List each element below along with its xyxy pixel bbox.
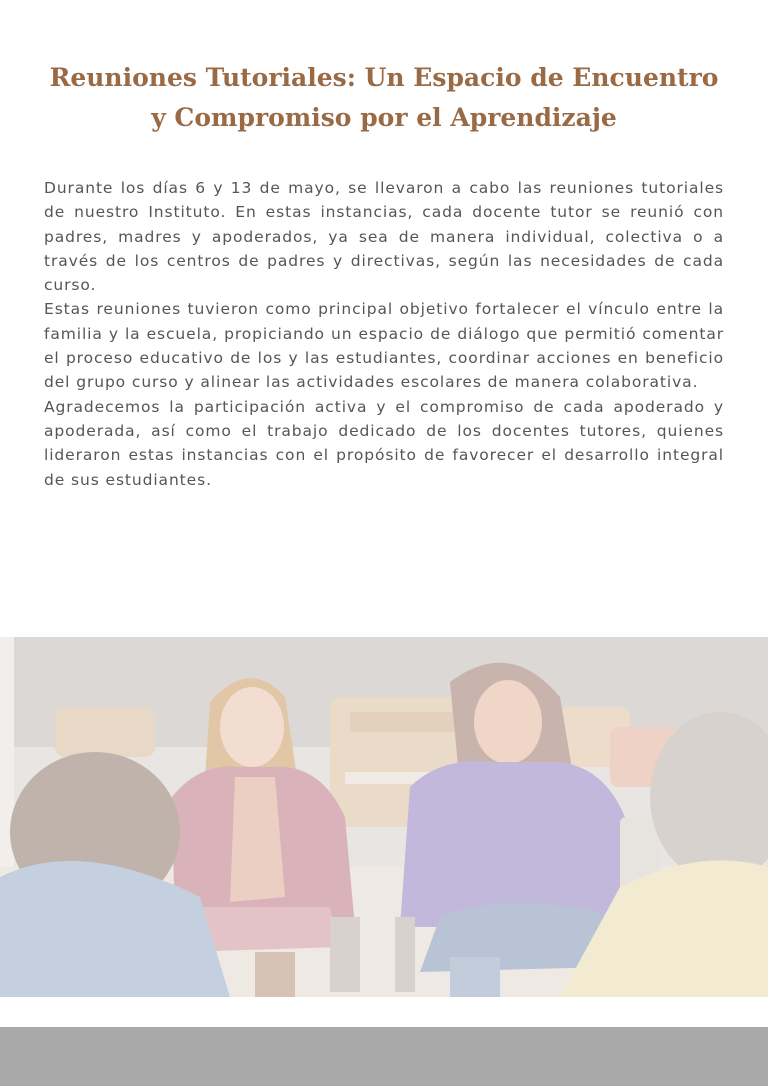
footer-band [0,1027,768,1086]
page-title-line-2: y Compromiso por el Aprendizaje [151,103,617,132]
paragraph-2: Estas reuniones tuvieron como principal objetivo fortalecer el vínculo entre la familia y la escuela, propiciando un espacio de diálogo que permitió comentar el proceso educativo de los y las estudiantes, coordinar acciones en beneficio del grupo curso y alinear las actividades escolares de manera colaborativa. [44,300,724,392]
paragraph-3: Agradecemos la participación activa y el compromiso de cada apoderado y apoderada, así como el trabajo dedicado de los docentes tutores, quienes lideraron estas instancias con el propósito de favorecer el desarrollo integral de sus estudiantes. [44,397,724,489]
page-title-line-1: Reuniones Tutoriales: Un Espacio de Encuentro [49,63,719,92]
meeting-photo [0,637,768,997]
article-body [44,176,724,492]
paragraph-1: Durante los días 6 y 13 de mayo, se llevaron a cabo las reuniones tutoriales de nuestro Instituto. En estas instancias, cada docente tutor se reunió con padres, madres y apoderados, ya sea de manera individual, colectiva o a través de los centros de padres y directivas, según las necesidades de cada curso. [44,179,724,295]
page-title [40,58,728,138]
